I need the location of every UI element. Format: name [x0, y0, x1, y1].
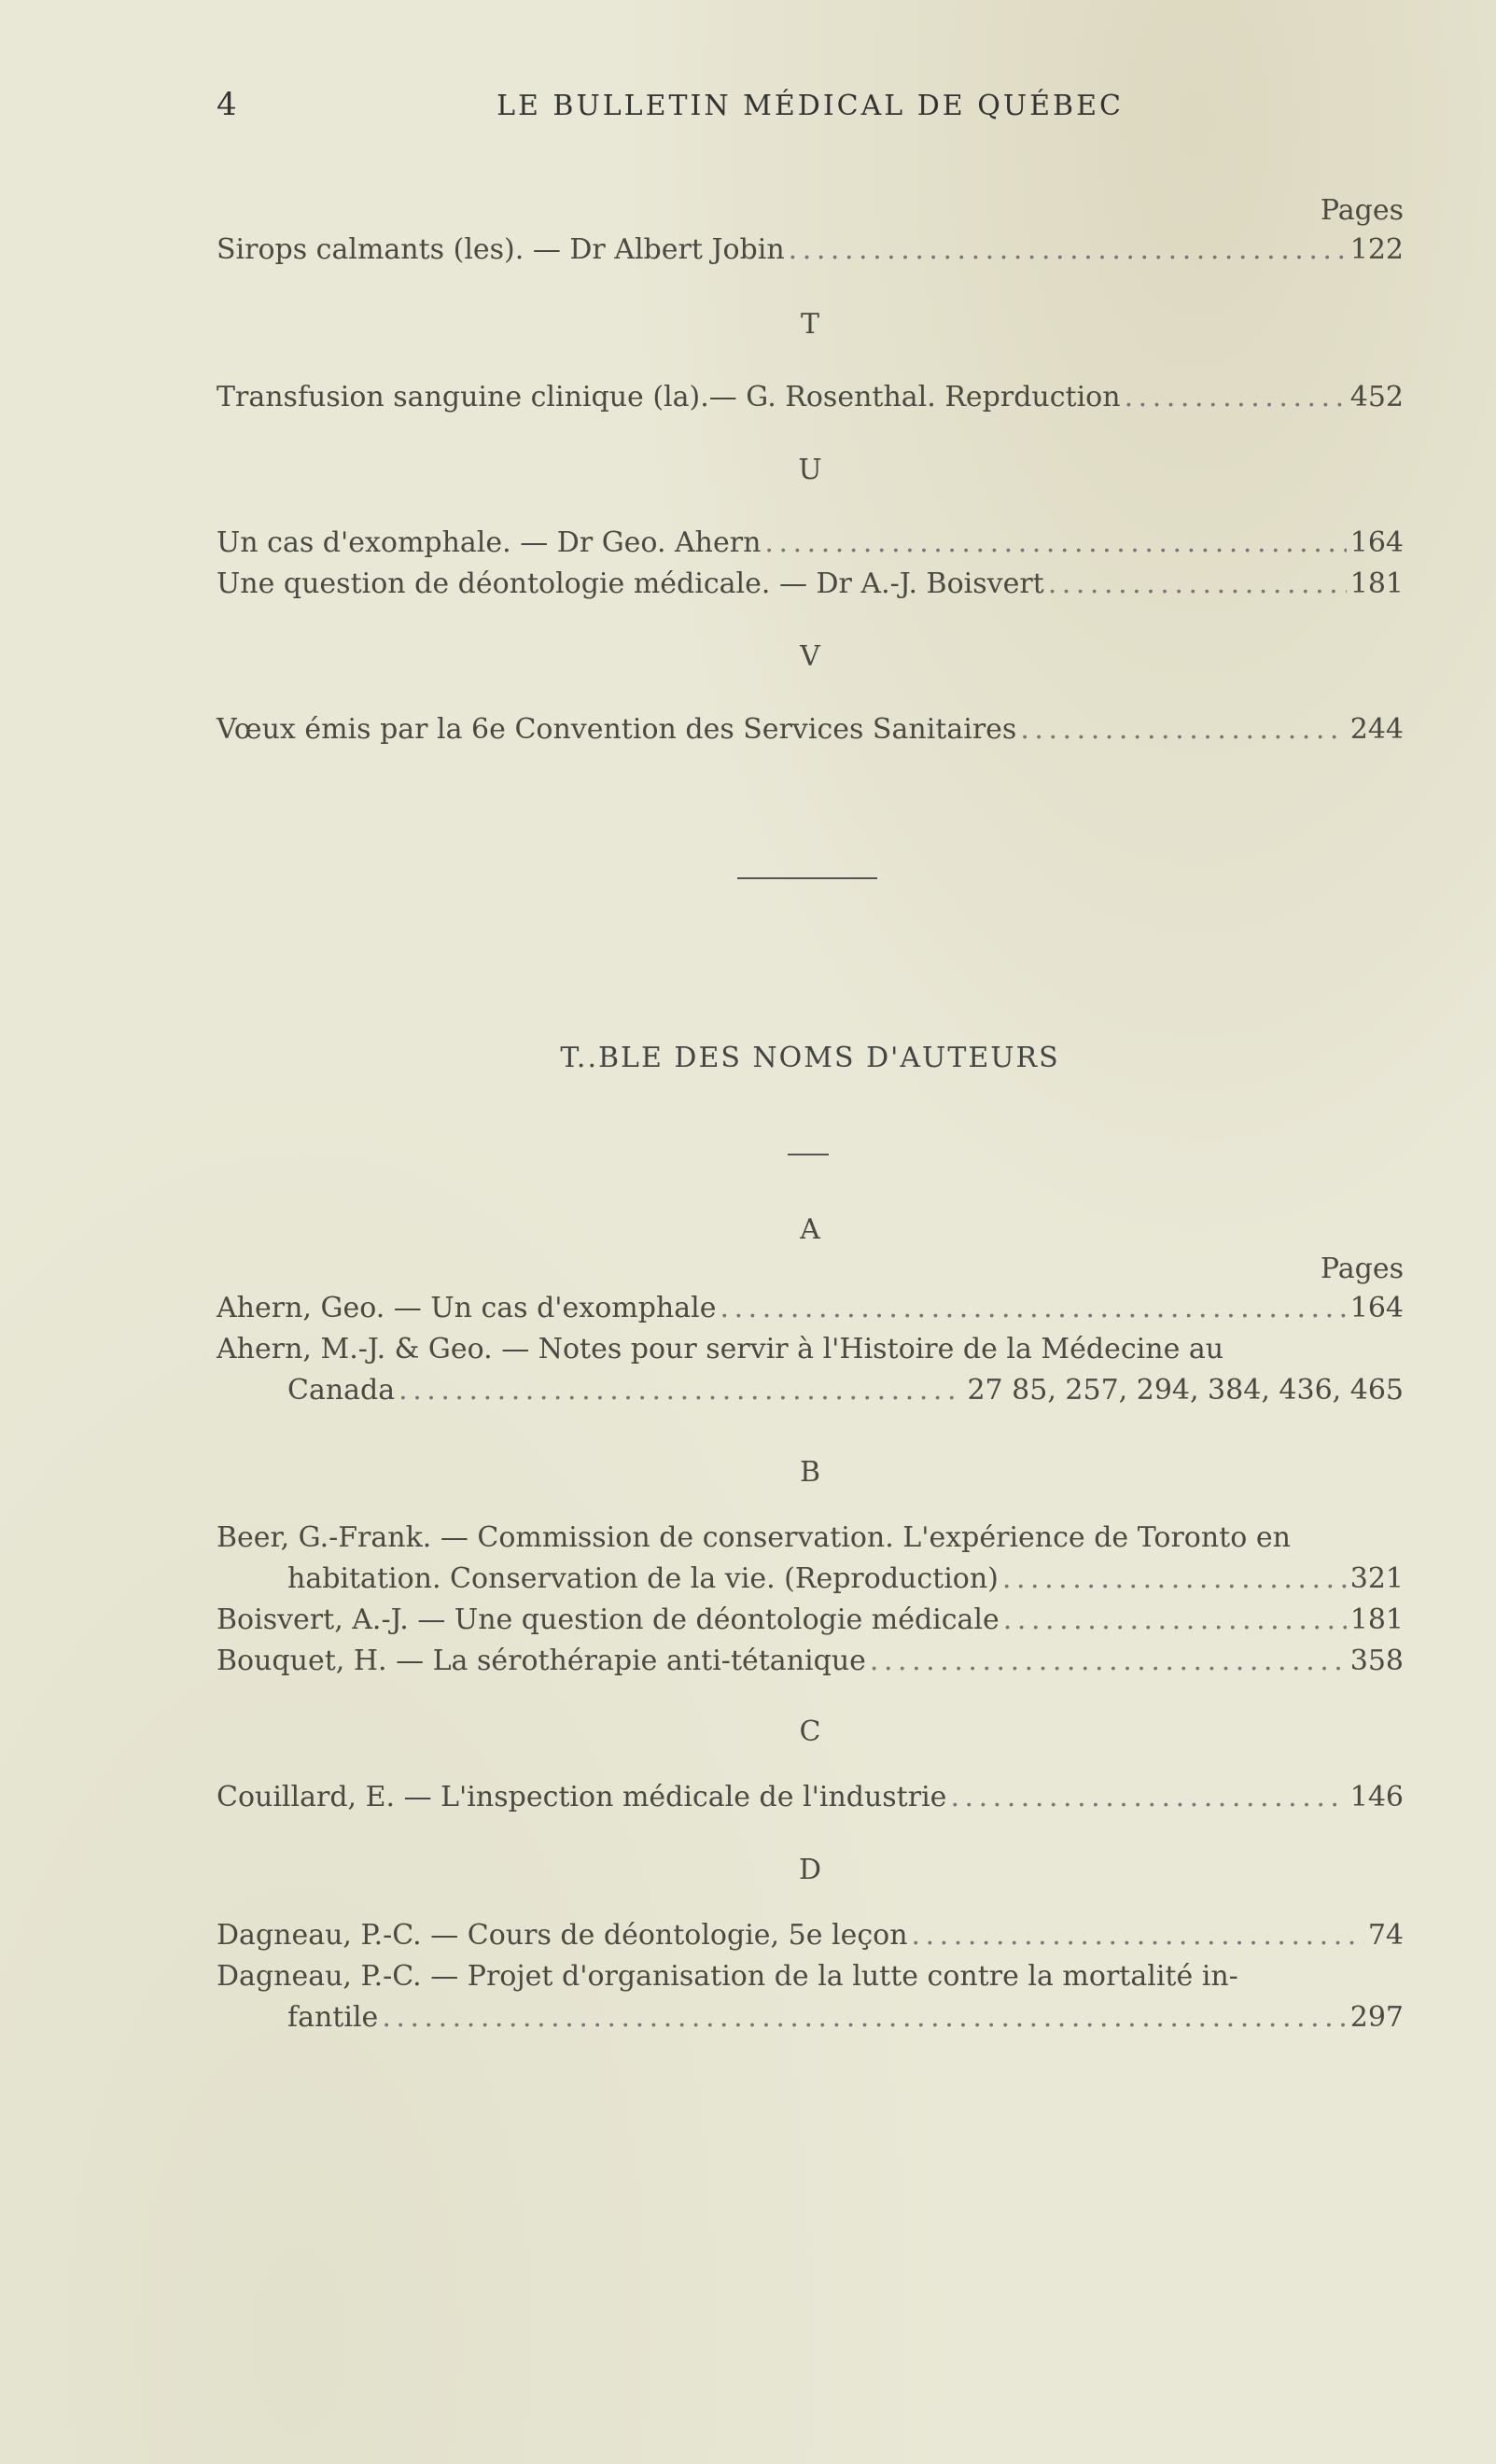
entry-text: Vœux émis par la 6e Convention des Services Sanitaires [217, 713, 1017, 746]
index-entry [217, 377, 1404, 418]
entry-text-line: Ahern, M.-J. & Geo. — Notes pour servir à l'Histoire de la Médecine au [217, 1333, 1224, 1365]
entry-page: 164 [1349, 1292, 1404, 1324]
index-entry [217, 709, 1404, 750]
leader-dots [870, 1641, 1347, 1682]
entry-page: 358 [1349, 1645, 1404, 1677]
index-entry [217, 230, 1404, 271]
entry-page: 181 [1349, 1603, 1404, 1636]
entry-page: 164 [1349, 526, 1404, 559]
author-index-title: T..BLE DES NOMS D'AUTEURS [560, 1042, 1060, 1074]
letter-heading-u [217, 450, 1404, 491]
index-entry [217, 1288, 1404, 1329]
journal-title: LE BULLETIN MÉDICAL DE QUÉBEC [496, 90, 1124, 122]
section-b [217, 1518, 1404, 1682]
index-entry [217, 1997, 1404, 2038]
index-entry [217, 1777, 1404, 1818]
index-entry [217, 1600, 1404, 1641]
entry-text: Boisvert, A.-J. — Une question de déontologie médicale [217, 1603, 1000, 1636]
title-rule [788, 1154, 829, 1155]
section-divider [737, 877, 877, 879]
page-number: 4 [217, 86, 237, 123]
index-entry [217, 1370, 1404, 1411]
entry-text: habitation. Conservation de la vie. (Reproduction) [287, 1562, 999, 1595]
letter-heading: T [800, 308, 819, 341]
letter-heading-v [217, 637, 1404, 678]
leader-dots [1048, 564, 1347, 605]
entry-text: Ahern, Geo. — Un cas d'exomphale [217, 1292, 717, 1324]
entry-page: 146 [1349, 1781, 1404, 1813]
letter-heading-c [217, 1712, 1404, 1753]
section-a [217, 1251, 1404, 1411]
index-entry [217, 523, 1404, 564]
index-entry [217, 1641, 1404, 1682]
leader-dots [912, 1915, 1364, 1956]
index-entry [217, 1559, 1404, 1600]
leader-dots [1125, 377, 1347, 418]
entry-page: 27 85, 257, 294, 384, 436, 465 [967, 1374, 1404, 1407]
pages-label: Pages [1320, 194, 1404, 227]
letter-heading: B [799, 1456, 821, 1489]
entry-page: 74 [1367, 1919, 1404, 1952]
leader-dots [764, 523, 1346, 564]
entry-text: Sirops calmants (les). — Dr Albert Jobin [217, 233, 785, 266]
letter-heading-a [217, 1210, 1404, 1251]
entry-text: Canada [287, 1374, 396, 1407]
entry-page: 452 [1349, 381, 1404, 413]
entry-text: Dagneau, P.-C. — Cours de déontologie, 5e leçon [217, 1919, 908, 1952]
leader-dots [950, 1777, 1346, 1818]
letter-heading: V [800, 640, 820, 673]
entry-text: Bouquet, H. — La sérothérapie anti-tétanique [217, 1645, 866, 1677]
letter-heading: A [800, 1213, 820, 1246]
index-entry [217, 1915, 1404, 1956]
section-c [217, 1777, 1404, 1818]
entry-text: Un cas d'exomphale. — Dr Geo. Ahern [217, 526, 762, 559]
entry-page: 181 [1349, 567, 1404, 600]
entry-page: 321 [1349, 1562, 1404, 1595]
letter-heading: C [799, 1715, 821, 1748]
letter-heading-t [217, 304, 1404, 345]
letter-heading-b [217, 1452, 1404, 1493]
leader-dots [789, 230, 1347, 271]
running-head [217, 86, 1404, 123]
letter-heading-d [217, 1850, 1404, 1891]
letter-heading: U [798, 454, 822, 486]
entry-text: Une question de déontologie médicale. — Dr A.-J. Boisvert [217, 567, 1044, 600]
entry-page: 244 [1349, 713, 1404, 746]
entry-page: 297 [1349, 2001, 1404, 2034]
entry-text: fantile [287, 2001, 379, 2034]
section-t [217, 377, 1404, 418]
entry-text: Transfusion sanguine clinique (la).— G. Rosenthal. Reprduction [217, 381, 1121, 413]
entry-text: Couillard, E. — L'inspection médicale de l'industrie [217, 1781, 947, 1813]
letter-heading: D [798, 1854, 822, 1886]
leader-dots [1003, 1600, 1347, 1641]
entry-text-line: Beer, G.-Frank. — Commission de conservation. L'expérience de Toronto en [217, 1521, 1291, 1554]
leader-dots [1002, 1559, 1347, 1600]
leader-dots [720, 1288, 1347, 1329]
entry-page: 122 [1349, 233, 1404, 266]
index-entry [217, 564, 1404, 605]
leader-dots [1020, 709, 1346, 750]
subject-index [217, 192, 1404, 271]
entry-text-line: Dagneau, P.-C. — Projet d'organisation de la lutte contre la mortalité in- [217, 1960, 1238, 1993]
leader-dots [398, 1370, 963, 1411]
leader-dots [382, 1997, 1346, 2038]
pages-label: Pages [1320, 1253, 1404, 1285]
section-u [217, 523, 1404, 605]
section-d [217, 1915, 1404, 2038]
section-v [217, 709, 1404, 750]
